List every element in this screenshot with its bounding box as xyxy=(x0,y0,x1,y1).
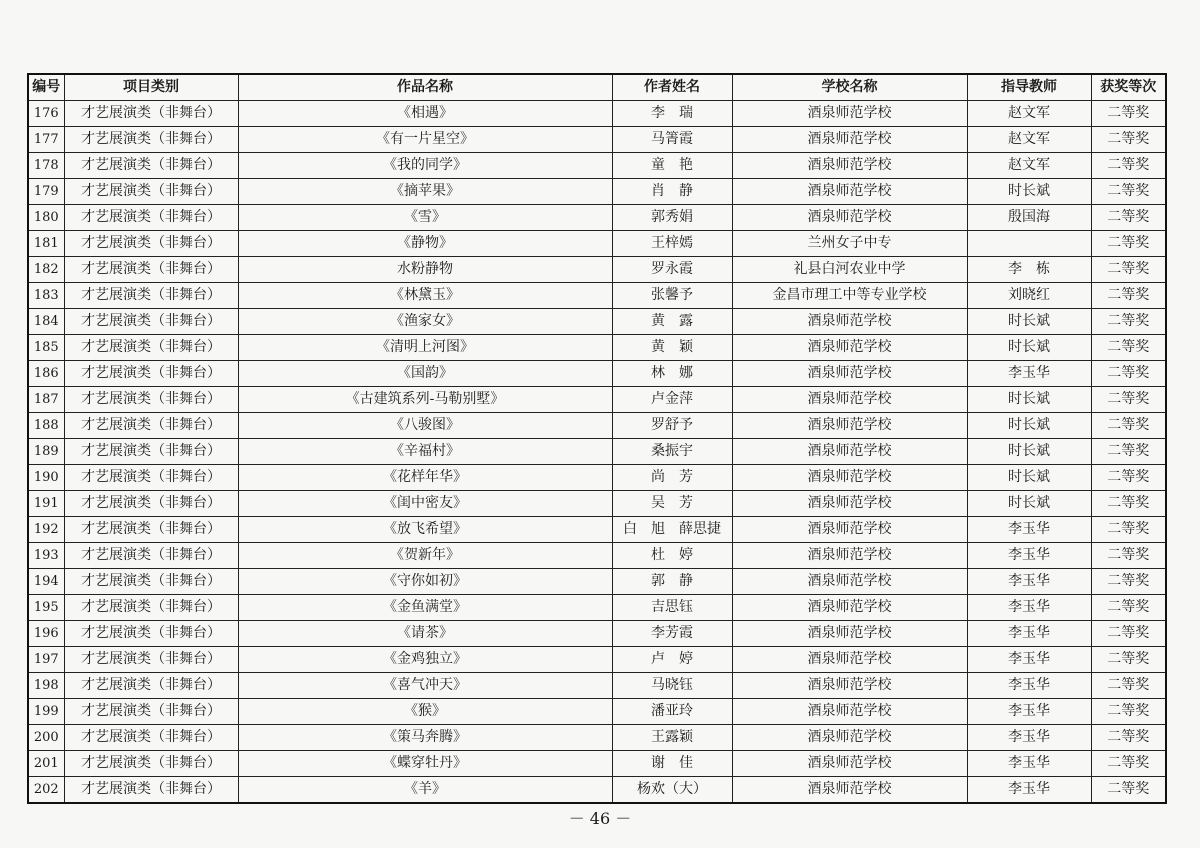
cell-award: 二等奖 xyxy=(1091,283,1166,309)
cell-number: 193 xyxy=(28,543,64,569)
cell-author: 林 娜 xyxy=(612,361,732,387)
table-row xyxy=(28,751,1166,777)
cell-author: 杨欢（大） xyxy=(612,777,732,804)
cell-award: 二等奖 xyxy=(1091,517,1166,543)
cell-school: 酒泉师范学校 xyxy=(732,127,967,153)
table-row xyxy=(28,153,1166,179)
cell-teacher: 时长斌 xyxy=(967,491,1091,517)
cell-school: 酒泉师范学校 xyxy=(732,179,967,205)
cell-category: 才艺展演类（非舞台） xyxy=(64,543,238,569)
cell-school: 酒泉师范学校 xyxy=(732,621,967,647)
cell-award: 二等奖 xyxy=(1091,231,1166,257)
cell-teacher: 李 栋 xyxy=(967,257,1091,283)
cell-author: 黄 露 xyxy=(612,309,732,335)
cell-award: 二等奖 xyxy=(1091,725,1166,751)
cell-author: 吉思钰 xyxy=(612,595,732,621)
cell-work-title: 《古建筑系列-马勒别墅》 xyxy=(238,387,612,413)
cell-work-title: 《摘苹果》 xyxy=(238,179,612,205)
cell-award: 二等奖 xyxy=(1091,179,1166,205)
cell-category: 才艺展演类（非舞台） xyxy=(64,517,238,543)
cell-award: 二等奖 xyxy=(1091,699,1166,725)
cell-teacher: 时长斌 xyxy=(967,387,1091,413)
award-table xyxy=(27,73,1167,804)
cell-school: 酒泉师范学校 xyxy=(732,465,967,491)
table-row xyxy=(28,309,1166,335)
header-author: 作者姓名 xyxy=(612,74,732,101)
cell-author: 潘亚玲 xyxy=(612,699,732,725)
cell-number: 185 xyxy=(28,335,64,361)
cell-category: 才艺展演类（非舞台） xyxy=(64,179,238,205)
cell-school: 酒泉师范学校 xyxy=(732,101,967,127)
cell-award: 二等奖 xyxy=(1091,257,1166,283)
cell-teacher: 李玉华 xyxy=(967,543,1091,569)
cell-award: 二等奖 xyxy=(1091,309,1166,335)
cell-teacher: 李玉华 xyxy=(967,777,1091,804)
cell-work-title: 《金鱼满堂》 xyxy=(238,595,612,621)
cell-category: 才艺展演类（非舞台） xyxy=(64,595,238,621)
cell-teacher: 时长斌 xyxy=(967,335,1091,361)
cell-teacher: 李玉华 xyxy=(967,725,1091,751)
cell-work-title: 《喜气冲天》 xyxy=(238,673,612,699)
table-row xyxy=(28,361,1166,387)
cell-school: 礼县白河农业中学 xyxy=(732,257,967,283)
cell-teacher: 李玉华 xyxy=(967,673,1091,699)
table-row xyxy=(28,335,1166,361)
cell-number: 179 xyxy=(28,179,64,205)
cell-school: 酒泉师范学校 xyxy=(732,413,967,439)
header-school: 学校名称 xyxy=(732,74,967,101)
cell-award: 二等奖 xyxy=(1091,205,1166,231)
cell-author: 卢 婷 xyxy=(612,647,732,673)
cell-teacher: 李玉华 xyxy=(967,569,1091,595)
cell-author: 王梓嫣 xyxy=(612,231,732,257)
cell-number: 200 xyxy=(28,725,64,751)
table-row xyxy=(28,517,1166,543)
cell-category: 才艺展演类（非舞台） xyxy=(64,257,238,283)
cell-teacher: 赵文军 xyxy=(967,127,1091,153)
cell-author: 黄 颖 xyxy=(612,335,732,361)
table-row xyxy=(28,699,1166,725)
cell-author: 王露颖 xyxy=(612,725,732,751)
cell-school: 酒泉师范学校 xyxy=(732,309,967,335)
cell-award: 二等奖 xyxy=(1091,647,1166,673)
cell-work-title: 《请茶》 xyxy=(238,621,612,647)
cell-school: 金昌市理工中等专业学校 xyxy=(732,283,967,309)
cell-author: 桑振宇 xyxy=(612,439,732,465)
table-row xyxy=(28,101,1166,127)
table-row xyxy=(28,491,1166,517)
cell-teacher: 时长斌 xyxy=(967,309,1091,335)
cell-school: 酒泉师范学校 xyxy=(732,569,967,595)
cell-award: 二等奖 xyxy=(1091,127,1166,153)
cell-work-title: 《八骏图》 xyxy=(238,413,612,439)
cell-award: 二等奖 xyxy=(1091,361,1166,387)
cell-category: 才艺展演类（非舞台） xyxy=(64,439,238,465)
cell-teacher: 时长斌 xyxy=(967,179,1091,205)
cell-teacher: 李玉华 xyxy=(967,621,1091,647)
cell-school: 酒泉师范学校 xyxy=(732,647,967,673)
cell-author: 李芳霞 xyxy=(612,621,732,647)
cell-category: 才艺展演类（非舞台） xyxy=(64,569,238,595)
table-row xyxy=(28,387,1166,413)
cell-category: 才艺展演类（非舞台） xyxy=(64,387,238,413)
table-row xyxy=(28,205,1166,231)
cell-author: 尚 芳 xyxy=(612,465,732,491)
cell-teacher: 时长斌 xyxy=(967,439,1091,465)
cell-award: 二等奖 xyxy=(1091,153,1166,179)
cell-work-title: 《雪》 xyxy=(238,205,612,231)
cell-school: 酒泉师范学校 xyxy=(732,153,967,179)
cell-work-title: 《林黛玉》 xyxy=(238,283,612,309)
cell-author: 张馨予 xyxy=(612,283,732,309)
cell-author: 吴 芳 xyxy=(612,491,732,517)
cell-award: 二等奖 xyxy=(1091,595,1166,621)
cell-author: 李 瑞 xyxy=(612,101,732,127)
cell-category: 才艺展演类（非舞台） xyxy=(64,777,238,804)
cell-number: 180 xyxy=(28,205,64,231)
cell-category: 才艺展演类（非舞台） xyxy=(64,127,238,153)
cell-school: 兰州女子中专 xyxy=(732,231,967,257)
cell-author: 郭秀娟 xyxy=(612,205,732,231)
table-row xyxy=(28,413,1166,439)
cell-number: 178 xyxy=(28,153,64,179)
cell-number: 190 xyxy=(28,465,64,491)
cell-category: 才艺展演类（非舞台） xyxy=(64,647,238,673)
cell-category: 才艺展演类（非舞台） xyxy=(64,335,238,361)
header-work-title: 作品名称 xyxy=(238,74,612,101)
cell-award: 二等奖 xyxy=(1091,569,1166,595)
table-row xyxy=(28,595,1166,621)
cell-author: 谢 佳 xyxy=(612,751,732,777)
table-row xyxy=(28,647,1166,673)
cell-work-title: 《国韵》 xyxy=(238,361,612,387)
table-row xyxy=(28,127,1166,153)
cell-number: 198 xyxy=(28,673,64,699)
cell-award: 二等奖 xyxy=(1091,335,1166,361)
cell-number: 182 xyxy=(28,257,64,283)
table-header-row xyxy=(28,74,1166,101)
table-row xyxy=(28,569,1166,595)
table-row xyxy=(28,465,1166,491)
table-row xyxy=(28,777,1166,804)
cell-award: 二等奖 xyxy=(1091,439,1166,465)
cell-school: 酒泉师范学校 xyxy=(732,777,967,804)
cell-school: 酒泉师范学校 xyxy=(732,387,967,413)
cell-school: 酒泉师范学校 xyxy=(732,699,967,725)
table-row xyxy=(28,231,1166,257)
cell-teacher: 时长斌 xyxy=(967,413,1091,439)
cell-number: 196 xyxy=(28,621,64,647)
cell-author: 童 艳 xyxy=(612,153,732,179)
cell-category: 才艺展演类（非舞台） xyxy=(64,283,238,309)
header-teacher: 指导教师 xyxy=(967,74,1091,101)
cell-author: 马晓钰 xyxy=(612,673,732,699)
cell-category: 才艺展演类（非舞台） xyxy=(64,309,238,335)
table-body xyxy=(28,101,1166,804)
cell-number: 201 xyxy=(28,751,64,777)
page-number: － 46 － xyxy=(568,809,632,828)
cell-teacher: 李玉华 xyxy=(967,699,1091,725)
cell-category: 才艺展演类（非舞台） xyxy=(64,751,238,777)
cell-number: 183 xyxy=(28,283,64,309)
cell-award: 二等奖 xyxy=(1091,621,1166,647)
cell-work-title: 《金鸡独立》 xyxy=(238,647,612,673)
cell-author: 卢金萍 xyxy=(612,387,732,413)
cell-work-title: 《策马奔腾》 xyxy=(238,725,612,751)
cell-author: 白 旭 薛思捷 xyxy=(612,517,732,543)
cell-work-title: 《相遇》 xyxy=(238,101,612,127)
cell-number: 176 xyxy=(28,101,64,127)
cell-school: 酒泉师范学校 xyxy=(732,751,967,777)
cell-work-title: 《渔家女》 xyxy=(238,309,612,335)
cell-category: 才艺展演类（非舞台） xyxy=(64,413,238,439)
cell-number: 184 xyxy=(28,309,64,335)
cell-category: 才艺展演类（非舞台） xyxy=(64,361,238,387)
cell-teacher xyxy=(967,231,1091,257)
cell-work-title: 《蝶穿牡丹》 xyxy=(238,751,612,777)
cell-number: 191 xyxy=(28,491,64,517)
cell-author: 郭 静 xyxy=(612,569,732,595)
cell-award: 二等奖 xyxy=(1091,413,1166,439)
cell-school: 酒泉师范学校 xyxy=(732,543,967,569)
cell-author: 杜 婷 xyxy=(612,543,732,569)
cell-number: 194 xyxy=(28,569,64,595)
cell-work-title: 《守你如初》 xyxy=(238,569,612,595)
cell-number: 181 xyxy=(28,231,64,257)
cell-work-title: 《辛福村》 xyxy=(238,439,612,465)
table-row xyxy=(28,283,1166,309)
cell-number: 199 xyxy=(28,699,64,725)
header-category: 项目类别 xyxy=(64,74,238,101)
header-award: 获奖等次 xyxy=(1091,74,1166,101)
cell-author: 罗永霞 xyxy=(612,257,732,283)
cell-category: 才艺展演类（非舞台） xyxy=(64,699,238,725)
cell-teacher: 李玉华 xyxy=(967,517,1091,543)
cell-award: 二等奖 xyxy=(1091,387,1166,413)
cell-number: 202 xyxy=(28,777,64,804)
cell-teacher: 李玉华 xyxy=(967,647,1091,673)
cell-school: 酒泉师范学校 xyxy=(732,517,967,543)
cell-school: 酒泉师范学校 xyxy=(732,335,967,361)
cell-work-title: 《放飞希望》 xyxy=(238,517,612,543)
cell-teacher: 殷国海 xyxy=(967,205,1091,231)
cell-teacher: 赵文军 xyxy=(967,101,1091,127)
cell-number: 197 xyxy=(28,647,64,673)
table-row xyxy=(28,621,1166,647)
cell-work-title: 水粉静物 xyxy=(238,257,612,283)
table-row xyxy=(28,179,1166,205)
cell-award: 二等奖 xyxy=(1091,101,1166,127)
cell-school: 酒泉师范学校 xyxy=(732,595,967,621)
cell-work-title: 《有一片星空》 xyxy=(238,127,612,153)
table-row xyxy=(28,673,1166,699)
cell-category: 才艺展演类（非舞台） xyxy=(64,205,238,231)
cell-teacher: 李玉华 xyxy=(967,361,1091,387)
cell-work-title: 《清明上河图》 xyxy=(238,335,612,361)
cell-author: 马箐霞 xyxy=(612,127,732,153)
cell-school: 酒泉师范学校 xyxy=(732,439,967,465)
cell-category: 才艺展演类（非舞台） xyxy=(64,101,238,127)
cell-teacher: 李玉华 xyxy=(967,751,1091,777)
cell-award: 二等奖 xyxy=(1091,673,1166,699)
cell-teacher: 李玉华 xyxy=(967,595,1091,621)
cell-category: 才艺展演类（非舞台） xyxy=(64,491,238,517)
cell-number: 187 xyxy=(28,387,64,413)
cell-award: 二等奖 xyxy=(1091,491,1166,517)
cell-number: 195 xyxy=(28,595,64,621)
cell-author: 肖 静 xyxy=(612,179,732,205)
table-row xyxy=(28,257,1166,283)
header-number: 编号 xyxy=(28,74,64,101)
cell-category: 才艺展演类（非舞台） xyxy=(64,465,238,491)
cell-school: 酒泉师范学校 xyxy=(732,361,967,387)
table-row xyxy=(28,439,1166,465)
cell-author: 罗舒予 xyxy=(612,413,732,439)
cell-number: 186 xyxy=(28,361,64,387)
cell-work-title: 《花样年华》 xyxy=(238,465,612,491)
cell-category: 才艺展演类（非舞台） xyxy=(64,673,238,699)
cell-category: 才艺展演类（非舞台） xyxy=(64,153,238,179)
cell-work-title: 《静物》 xyxy=(238,231,612,257)
cell-school: 酒泉师范学校 xyxy=(732,491,967,517)
cell-award: 二等奖 xyxy=(1091,777,1166,804)
cell-number: 177 xyxy=(28,127,64,153)
cell-teacher: 时长斌 xyxy=(967,465,1091,491)
cell-school: 酒泉师范学校 xyxy=(732,725,967,751)
cell-work-title: 《贺新年》 xyxy=(238,543,612,569)
cell-school: 酒泉师范学校 xyxy=(732,205,967,231)
cell-number: 189 xyxy=(28,439,64,465)
cell-teacher: 刘晓红 xyxy=(967,283,1091,309)
cell-category: 才艺展演类（非舞台） xyxy=(64,725,238,751)
award-list-sheet xyxy=(27,73,1165,804)
cell-work-title: 《羊》 xyxy=(238,777,612,804)
cell-work-title: 《我的同学》 xyxy=(238,153,612,179)
table-row xyxy=(28,725,1166,751)
cell-award: 二等奖 xyxy=(1091,543,1166,569)
cell-work-title: 《猴》 xyxy=(238,699,612,725)
table-row xyxy=(28,543,1166,569)
cell-number: 188 xyxy=(28,413,64,439)
cell-award: 二等奖 xyxy=(1091,751,1166,777)
cell-number: 192 xyxy=(28,517,64,543)
cell-category: 才艺展演类（非舞台） xyxy=(64,621,238,647)
cell-award: 二等奖 xyxy=(1091,465,1166,491)
cell-category: 才艺展演类（非舞台） xyxy=(64,231,238,257)
cell-work-title: 《闺中密友》 xyxy=(238,491,612,517)
cell-teacher: 赵文军 xyxy=(967,153,1091,179)
cell-school: 酒泉师范学校 xyxy=(732,673,967,699)
